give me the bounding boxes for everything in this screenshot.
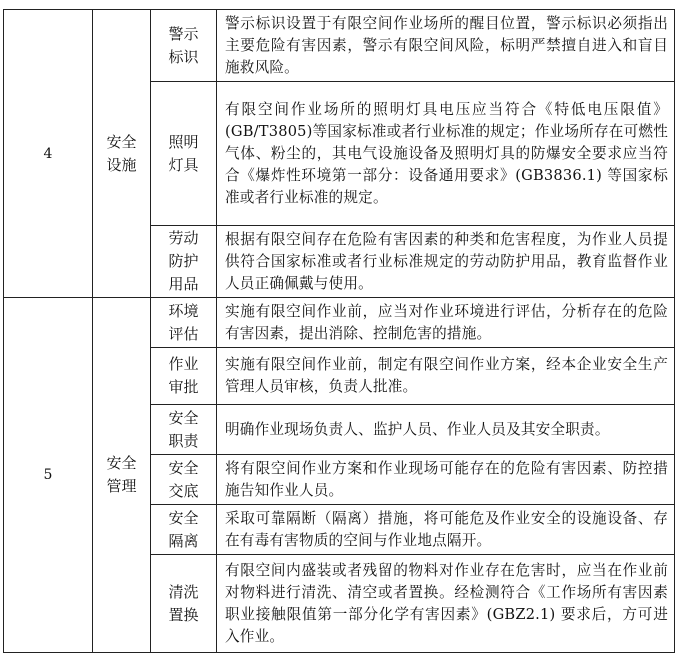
- item-name: 安全交底: [151, 455, 217, 505]
- safety-requirements-table: [3, 9, 675, 653]
- item-description: 明确作业现场负责人、监护人员、作业人员及其安全职责。: [217, 405, 675, 455]
- item-name: 环境评估: [151, 298, 217, 348]
- item-name: 安全隔离: [151, 505, 217, 555]
- table-row: [4, 298, 675, 348]
- item-description: 实施有限空间作业前，制定有限空间作业方案，经本企业安全生产管理人员审核，负责人批准。: [217, 348, 675, 405]
- category-cell: 安全设施: [93, 10, 151, 298]
- item-description: 根据有限空间存在危险有害因素的种类和危害程度，为作业人员提供符合国家标准或者行业标准规定的劳动防护用品，教育监督作业人员正确佩戴与使用。: [217, 226, 675, 298]
- table-row: [4, 10, 675, 82]
- item-name: 劳动防护用品: [151, 226, 217, 298]
- row-number: 5: [4, 298, 93, 653]
- item-description: 警示标识设置于有限空间作业场所的醒目位置，警示标识必须指出主要危险有害因素，警示有限空间风险，标明严禁擅自进入和盲目施救风险。: [217, 10, 675, 82]
- item-name: 警示标识: [151, 10, 217, 82]
- row-number: 4: [4, 10, 93, 298]
- item-description: 有限空间作业场所的照明灯具电压应当符合《特低电压限值》(GB/T3805)等国家标准或者行业标准的规定；作业场所存在可燃性气体、粉尘的，其电气设施设备及照明灯具的防爆安全要求应当符合《爆炸性环境第一部分：设备通用要求》(GB3836.1) 等国家标准或者行业标准的规定。: [217, 82, 675, 226]
- item-name: 清洗置换: [151, 555, 217, 653]
- item-description: 实施有限空间作业前，应当对作业环境进行评估，分析存在的危险有害因素，提出消除、控制危害的措施。: [217, 298, 675, 348]
- item-description: 有限空间内盛装或者残留的物料对作业存在危害时，应当在作业前对物料进行清洗、清空或者置换。经检测符合《工作场所有害因素职业接触限值第一部分化学有害因素》(GBZ2.1) 要求后，方可进入作业。: [217, 555, 675, 653]
- item-description: 采取可靠隔断（隔离）措施，将可能危及作业安全的设施设备、存在有毒有害物质的空间与作业地点隔开。: [217, 505, 675, 555]
- category-cell: 安全管理: [93, 298, 151, 653]
- item-description: 将有限空间作业方案和作业现场可能存在的危险有害因素、防控措施告知作业人员。: [217, 455, 675, 505]
- item-name: 照明灯具: [151, 82, 217, 226]
- item-name: 安全职责: [151, 405, 217, 455]
- item-name: 作业审批: [151, 348, 217, 405]
